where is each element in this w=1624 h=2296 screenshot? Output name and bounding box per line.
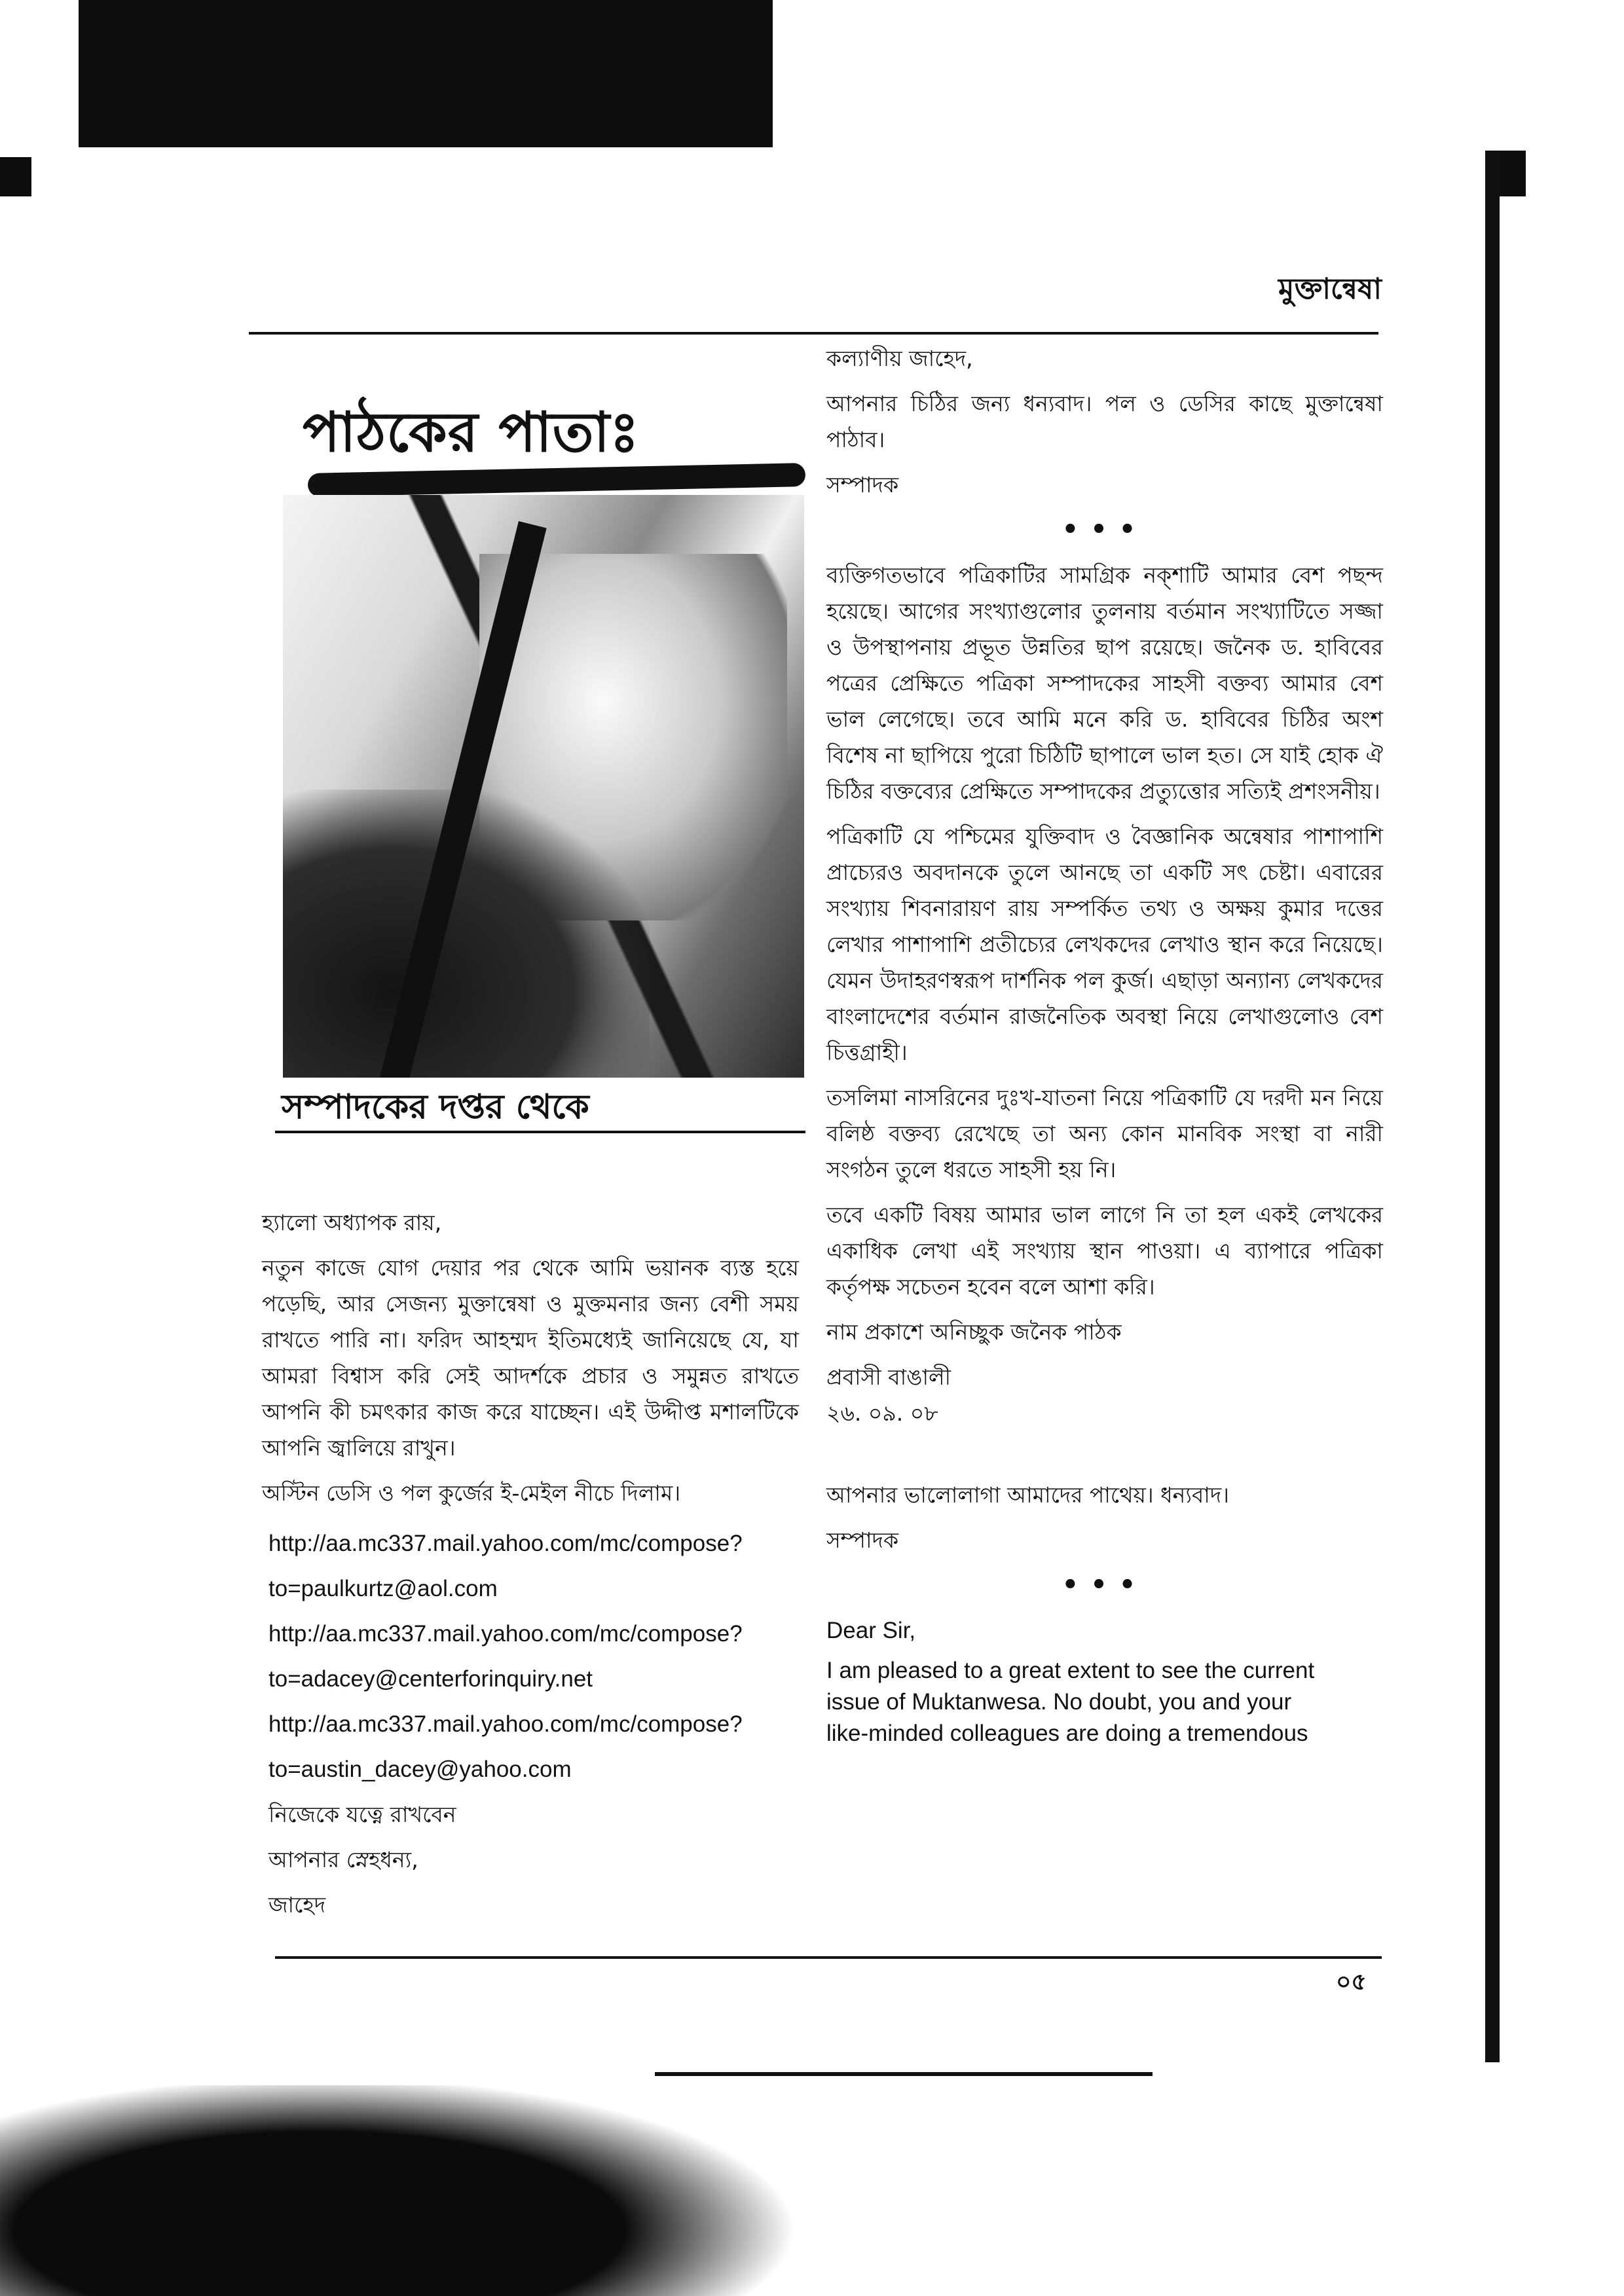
sub-heading-rule <box>275 1131 805 1133</box>
reply-greeting: কল্যাণীয় জাহেদ, <box>826 346 973 371</box>
letter-signature: নাম প্রকাশে অনিচ্ছুক জনৈক পাঠক <box>826 1319 1122 1345</box>
letter-closing: নিজেকে যত্নে রাখবেন <box>268 1802 456 1827</box>
page-edge-shadow <box>1485 151 1500 2062</box>
reply-text: আপনার চিঠির জন্য ধন্যবাদ। পল ও ডেসির কাছে মুক্তান্বেষা পাঠাব। <box>826 391 1383 452</box>
scan-background-top-corner <box>1526 0 1624 196</box>
section-title: পাঠকের পাতাঃ <box>303 400 640 464</box>
separator-dots: ••• <box>1061 515 1148 545</box>
reply-signature: সম্পাদক <box>826 1527 899 1553</box>
scan-edge-notch <box>0 0 79 157</box>
letter-paragraph: পত্রিকাটি যে পশ্চিমের যুক্তিবাদ ও বৈজ্ঞানিক অন্বেষার পাশাপাশি প্রাচ্যেরও অবদানকে তুলে আনছে তা একটি সৎ চেষ্টা। এবারের সংখ্যায় শিবনারায়ণ রায় সম্পর্কিত তথ্য ও অক্ষয় কুমার দত্তের লেখার পাশাপাশি প্রতীচ্যের লেখকদের লেখাও স্থান করে নিয়েছে। যেমন উদাহরণস্বরূপ দার্শনিক পল কুর্জ। এছাড়া অন্যান্য লেখকদের বাংলাদেশের বর্তমান রাজনৈতিক অবস্থা নিয়ে লেখাগুলোও বেশ চিত্তগ্রাহী। <box>826 824 1383 1065</box>
english-line: I am pleased to a great extent to see the current <box>826 1658 1315 1683</box>
running-head: মুক্তান্বেষা <box>1278 272 1382 306</box>
english-line: like-minded colleagues are doing a tremendous <box>826 1721 1308 1746</box>
email-link[interactable]: to=paulkurtz@aol.com <box>268 1576 498 1601</box>
reply-text: আপনার ভালোলাগা আমাদের পাথেয়। ধন্যবাদ। <box>826 1482 1230 1508</box>
reply-signature: সম্পাদক <box>826 472 899 498</box>
letter-location: প্রবাসী বাঙালী <box>826 1364 951 1390</box>
email-link[interactable]: http://aa.mc337.mail.yahoo.com/mc/compose? <box>268 1711 743 1737</box>
left-column <box>262 1205 799 1932</box>
letter-paragraph: তসলিমা নাসরিনের দুঃখ-যাতনা নিয়ে পত্রিকাটি যে দরদী মন নিয়ে বলিষ্ঠ বক্তব্য রেখেছে তা অন্য কোন মানবিক সংস্থা বা নারী সংগঠন তুলে ধরতে সাহসী হয় নি। <box>826 1085 1383 1182</box>
sub-heading: সম্পাদকের দপ্তর থেকে <box>282 1087 589 1127</box>
letter-greeting: হ্যালো অধ্যাপক রায়, <box>262 1210 442 1235</box>
header-rule <box>249 332 1378 335</box>
footer-rule-secondary <box>655 2072 1153 2076</box>
scan-background-top-right <box>773 0 1624 151</box>
letter-paragraph: ব্যক্তিগতভাবে পত্রিকাটির সামগ্রিক নক্‌শাটি আমার বেশ পছন্দ হয়েছে। আগের সংখ্যাগুলোর তুলনায় বর্তমান সংখ্যাটিতে সজ্জা ও উপস্থাপনায় প্রভূত উন্নতির ছাপ রয়েছে। জনৈক ড. হাবিবের পত্রের প্রেক্ষিতে পত্রিকা সম্পাদকের সাহসী বক্তব্য আমার বেশ ভাল লেগেছে। তবে আমি মনে করি ড. হাবিবের চিঠির অংশ বিশেষ না ছাপিয়ে পুরো চিঠিটি ছাপালে ভাল হত। সে যাই হোক ঐ চিঠির বক্তব্যের প্রেক্ষিতে সম্পাদকের প্রত্যুত্তোর সত্যিই প্রশংসনীয়। <box>826 562 1383 804</box>
english-line: issue of Muktanwesa. No doubt, you and your <box>826 1689 1292 1715</box>
letter-paragraph: তবে একটি বিষয় আমার ভাল লাগে নি তা হল একই লেখকের একাধিক লেখা এই সংখ্যায় স্থান পাওয়া। এ ব্যাপারে পত্রিকা কর্তৃপক্ষ সচেতন হবেন বলে আশা করি। <box>826 1202 1383 1300</box>
english-greeting: Dear Sir, <box>826 1618 916 1643</box>
letter-paragraph: অস্টিন ডেসি ও পল কুর্জের ই-মেইল নীচে দিলাম। <box>262 1480 681 1506</box>
separator-dots: ••• <box>1061 1570 1148 1600</box>
scan-shadow-bottom <box>0 2075 799 2296</box>
page-number: ০৫ <box>1336 1969 1367 1995</box>
email-link[interactable]: http://aa.mc337.mail.yahoo.com/mc/compose? <box>268 1621 743 1647</box>
email-link[interactable]: to=austin_dacey@yahoo.com <box>268 1757 572 1782</box>
email-link[interactable]: to=adacey@centerforinquiry.net <box>268 1666 593 1692</box>
abstract-photo <box>283 495 804 1078</box>
email-link[interactable]: http://aa.mc337.mail.yahoo.com/mc/compose? <box>268 1531 743 1556</box>
letter-signature: জাহেদ <box>268 1892 326 1918</box>
letter-paragraph: নতুন কাজে যোগ দেয়ার পর থেকে আমি ভয়ানক ব্যস্ত হয়ে পড়েছি, আর সেজন্য মুক্তান্বেষা ও মুক্তমনার জন্য বেশী সময় রাখতে পারি না। ফরিদ আহম্মদ ইতিমধ্যেই জানিয়েছে যে, যা আমরা বিশ্বাস করি সেই আদর্শকে প্রচার ও সমুন্নত রাখতে আপনি কী চমৎকার কাজ করে যাচ্ছেন। এই উদ্দীপ্ত মশালটিকে আপনি জ্বালিয়ে রাখুন। <box>262 1255 799 1461</box>
footer-rule <box>275 1956 1382 1959</box>
letter-closing: আপনার স্নেহধন্য, <box>268 1847 418 1872</box>
right-column <box>826 340 1383 1749</box>
letter-date: ২৬. ০৯. ০৮ <box>826 1400 938 1426</box>
